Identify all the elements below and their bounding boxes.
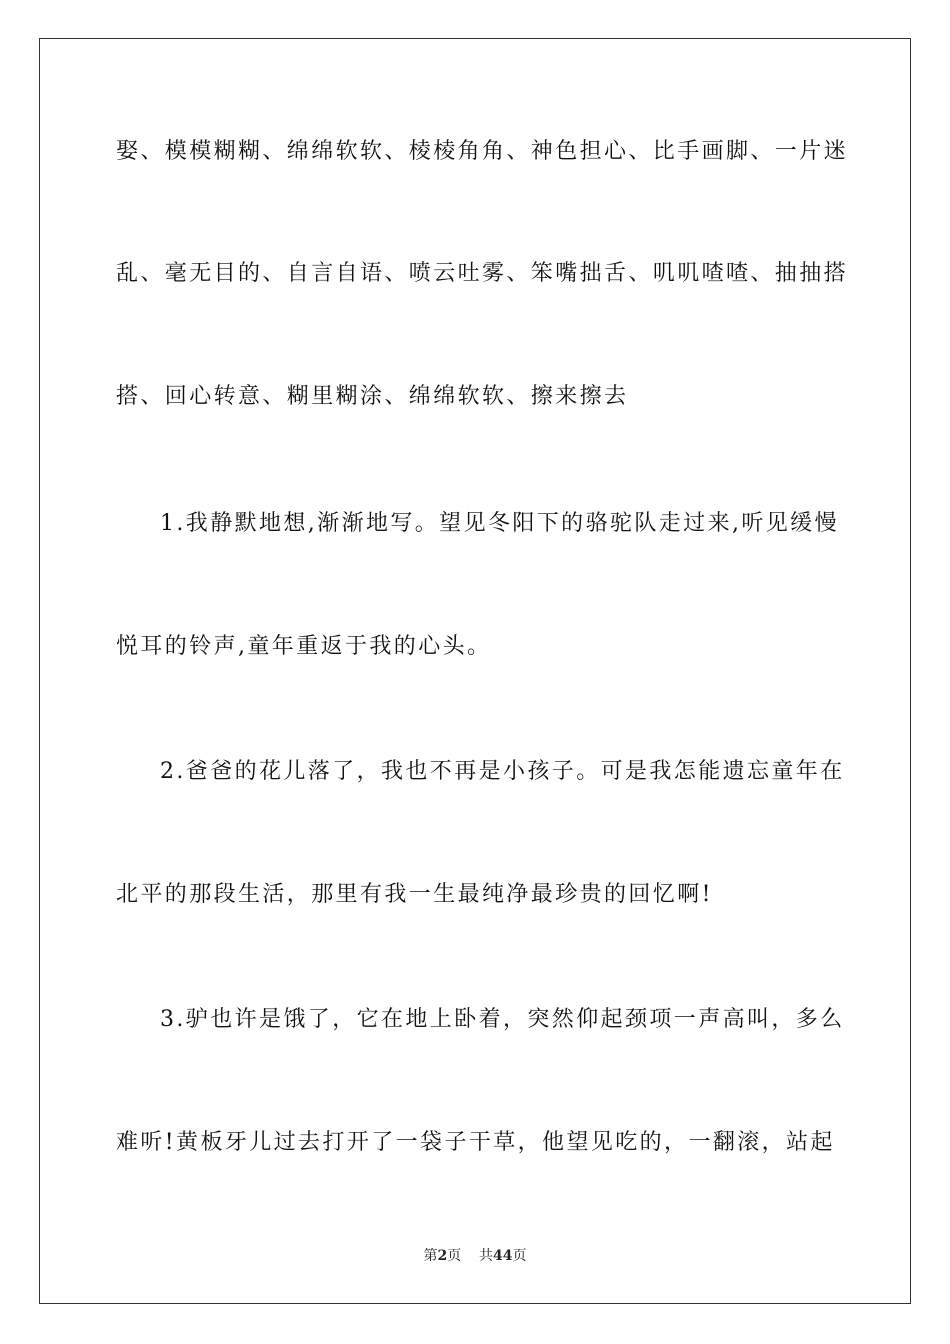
page-border — [39, 38, 911, 1304]
footer-suffix: 页 — [512, 1248, 527, 1264]
text-line-2: 乱、毫无目的、自言自语、喷云吐雾、笨嘴拙舌、叽叽喳喳、抽抽搭 — [116, 261, 849, 286]
paragraph-2-line-2: 北平的那段生活，那里有我一生最纯净最珍贵的回忆啊! — [116, 882, 713, 907]
total-page-count: 44 — [493, 1248, 513, 1264]
footer-prefix: 第 — [423, 1248, 438, 1264]
paragraph-1-line-1: 1.我静默地想,渐渐地写。望见冬阳下的骆驼队走过来,听见缓慢 — [160, 511, 839, 536]
paragraph-3-line-2: 难听!黄板牙儿过去打开了一袋子干草，他望见吃的，一翻滚，站起 — [116, 1130, 835, 1155]
footer-middle: 页 共 — [447, 1248, 494, 1264]
text-line-3: 搭、回心转意、糊里糊涂、绵绵软软、擦来擦去 — [116, 384, 629, 409]
paragraph-2-line-1: 2.爸爸的花儿落了，我也不再是小孩子。可是我怎能遗忘童年在 — [160, 759, 845, 784]
text-line-1: 娶、模模糊糊、绵绵软软、棱棱角角、神色担心、比手画脚、一片迷 — [116, 139, 849, 164]
paragraph-3-line-1: 3.驴也许是饿了，它在地上卧着，突然仰起颈项一声高叫，多么 — [160, 1007, 845, 1032]
current-page-number: 2 — [437, 1248, 448, 1264]
page-footer — [0, 1247, 950, 1265]
paragraph-1-line-2: 悦耳的铃声,童年重返于我的心头。 — [116, 634, 492, 659]
